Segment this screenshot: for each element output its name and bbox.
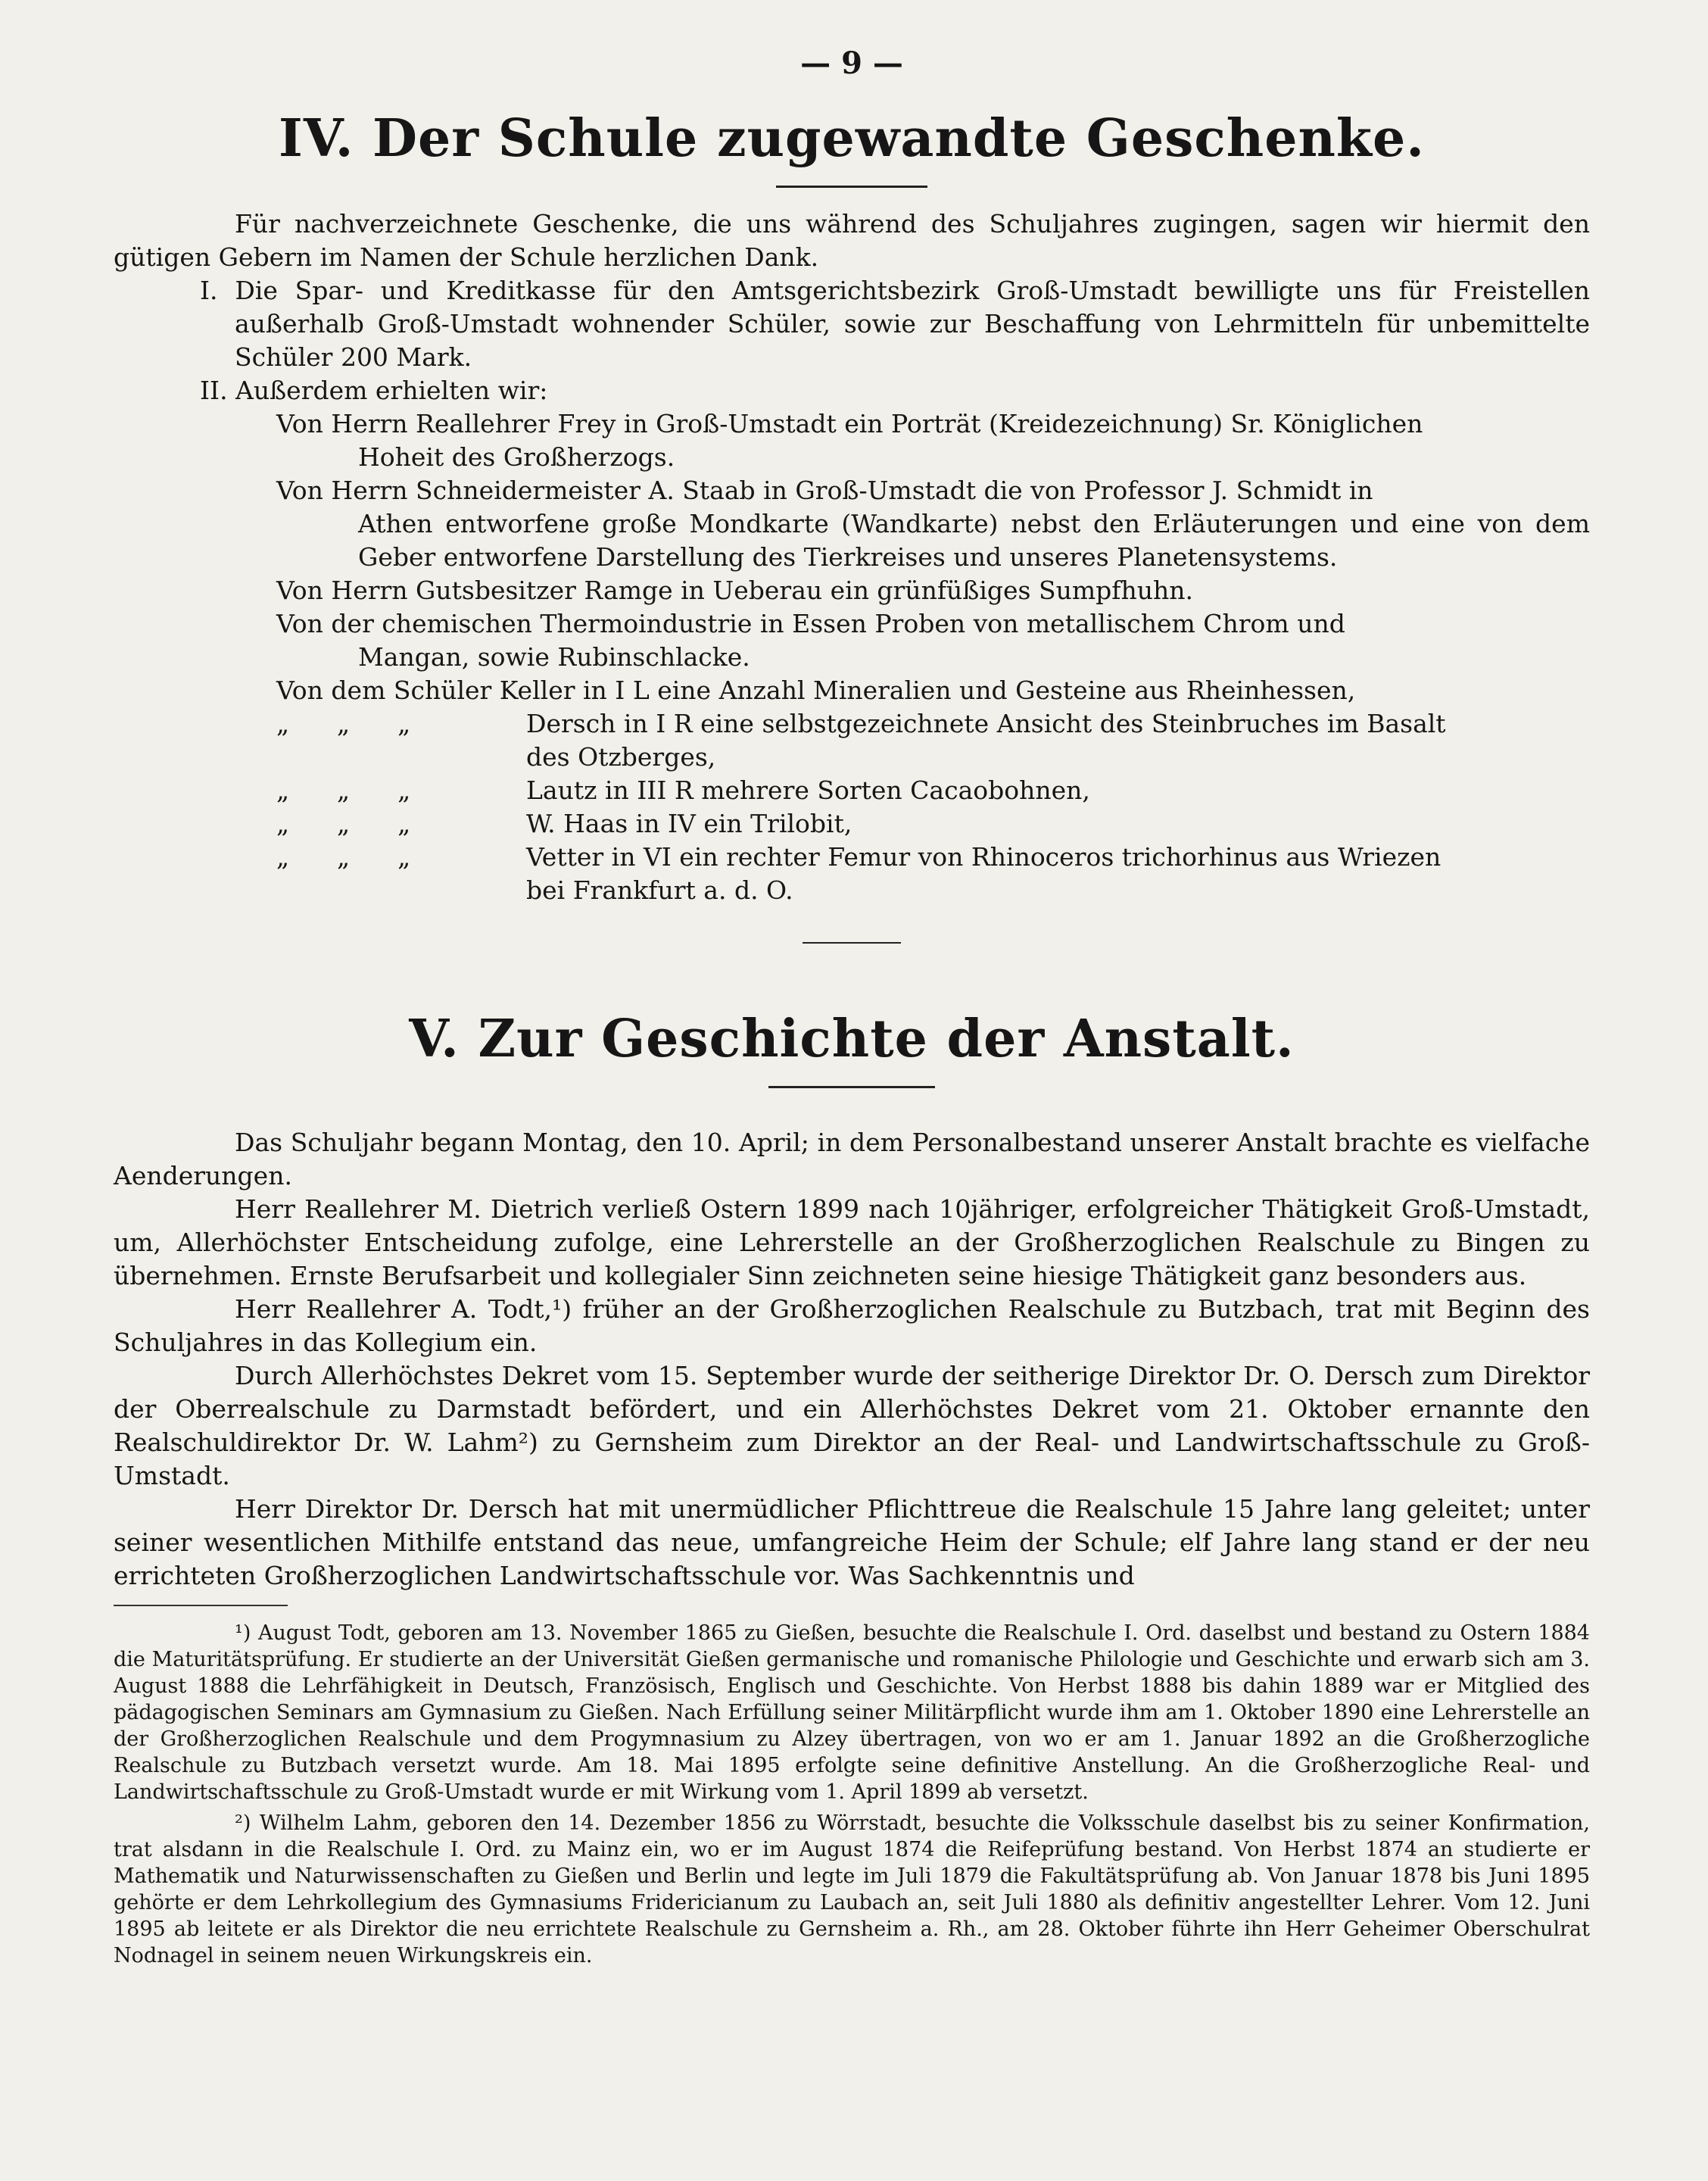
history-paragraph: Herr Direktor Dr. Dersch hat mit unermüdlicher Pflichttreue die Realschule 15 Jahre lang geleitet; unter seiner wesentlichen Mithilfe entstand das neue, umfangreiche Heim der Schule; elf Jahre lang stand er der neu errichteten Großherzoglichen Landwirtschaftsschule vor. Was Sachkenntnis und: [114, 1494, 1590, 1590]
section-title-history: V. Zur Geschichte der Anstalt.: [409, 1009, 1295, 1069]
footnote-rule: [114, 1605, 288, 1606]
gift-entry: des Otzberges,: [526, 742, 716, 772]
footnote-lahm: ²) Wilhelm Lahm, geboren den 14. Dezember 1856 zu Wörrstadt, besuchte die Volksschule daselbst bis zu seiner Konfirmation, trat alsdann in die Realschule I. Ord. zu Mainz ein, wo er im August 1874 die Reifeprüfung bestand. Von Herbst 1874 an studierte er Mathematik und Naturwissenschaften zu Gießen und Berlin und legte im Juli 1879 die Fakultätsprüfung ab. Von Januar 1878 bis Juni 1895 gehörte er dem Lehrkollegium des Gymnasiums Fridericianum zu Laubach an, seit Juli 1880 als definitiv angestellter Lehrer. Vom 12. Juni 1895 ab leitete er als Direktor die neu errichtete Realschule zu Gernsheim a. Rh., am 28. Oktober führte ihn Herr Geheimer Oberschulrat Nodnagel in seinem neuen Wirkungskreis ein.: [114, 1811, 1590, 1967]
section-gifts: [114, 108, 1590, 944]
ditto-entry: [276, 774, 1590, 807]
gift-entry: Von der chemischen Thermoindustrie in Essen Proben von metallischem Chrom und: [276, 609, 1345, 638]
section-history: [114, 1009, 1590, 1593]
section-divider: [803, 942, 901, 944]
ditto-entry: [276, 707, 1590, 741]
ditto-marks: „ „ „: [276, 775, 411, 805]
gift-entry: Von Herrn Gutsbesitzer Ramge in Ueberau ein grünfüßiges Sumpfhuhn.: [276, 576, 1193, 605]
ditto-entry: [276, 807, 1590, 841]
gift-entry: Vetter in VI ein rechter Femur von Rhinoceros trichorhinus aus Wriezen: [526, 842, 1442, 872]
gift-entry: bei Frankfurt a. d. O.: [526, 875, 793, 905]
history-paragraph: Das Schuljahr begann Montag, den 10. April; in dem Personalbestand unserer Anstalt brachte es vielfache Aenderungen.: [114, 1128, 1590, 1190]
gift-entry: Lautz in III R mehrere Sorten Cacaobohnen,: [526, 775, 1090, 805]
history-paragraph: Herr Reallehrer A. Todt,¹) früher an der Großherzoglichen Realschule zu Butzbach, trat mit Beginn des Schuljahres in das Kollegium ein.: [114, 1294, 1590, 1357]
gift-entry: Athen entworfene große Mondkarte (Wandkarte) nebst den Erläuterungen und eine von dem Geber entworfene Darstellung des Tierkreises und unseres Planetensystems.: [358, 509, 1590, 572]
gift-list: [114, 407, 1590, 907]
page-number: — 9 —: [800, 45, 903, 81]
ditto-marks: „ „ „: [276, 809, 411, 838]
title-rule: [768, 1086, 935, 1088]
gift-entry: Hoheit des Großherzogs.: [358, 442, 675, 472]
gift-entry: W. Haas in IV ein Trilobit,: [526, 809, 852, 838]
footnotes: [114, 1620, 1590, 1969]
gift-entry: Von dem Schüler Keller in I L eine Anzahl Mineralien und Gesteine aus Rheinhessen,: [276, 676, 1356, 705]
gift-entry: Von Herrn Reallehrer Frey in Groß-Umstadt ein Porträt (Kreidezeichnung) Sr. Königlichen: [276, 409, 1423, 438]
gift-item-2: II. Außerdem erhielten wir:: [200, 376, 548, 405]
section-title-gifts: IV. Der Schule zugewandte Geschenke.: [279, 108, 1425, 169]
ditto-marks: „ „ „: [276, 842, 411, 872]
footnote-todt: ¹) August Todt, geboren am 13. November 1865 zu Gießen, besuchte die Realschule I. Ord. daselbst und bestand zu Ostern 1884 die Maturitätsprüfung. Er studierte an der Universität Gießen germanische und romanische Philologie und Geschichte und erwarb sich am 3. August 1888 die Lehrfähigkeit in Deutsch, Französisch, Englisch und Geschichte. Von Herbst 1888 bis dahin 1889 war er Mitglied des pädagogischen Seminars am Gymnasium zu Gießen. Nach Erfüllung seiner Militärpflicht wurde ihm am 1. Oktober 1890 eine Lehrerstelle an der Großherzoglichen Realschule und dem Progymnasium zu Alzey übertragen, von wo er am 1. Januar 1892 an die Großherzogliche Realschule zu Butzbach versetzt wurde. Am 18. Mai 1895 erfolgte seine definitive Anstellung. An die Großherzogliche Real- und Landwirtschaftsschule zu Groß-Umstadt wurde er mit Wirkung vom 1. April 1899 ab versetzt.: [114, 1621, 1590, 1804]
gift-item-1: I. Die Spar- und Kreditkasse für den Amtsgerichtsbezirk Groß-Umstadt bewilligte uns für Freistellen außerhalb Groß-Umstadt wohnender Schüler, sowie zur Beschaffung von Lehrmitteln für unbemittelte Schüler 200 Mark.: [200, 276, 1590, 372]
history-paragraph: Durch Allerhöchstes Dekret vom 15. September wurde der seitherige Direktor Dr. O. Dersch zum Direktor der Oberrealschule zu Darmstadt befördert, und ein Allerhöchstes Dekret vom 21. Oktober ernannte den Realschuldirektor Dr. W. Lahm²) zu Gernsheim zum Direktor an der Real- und Landwirtschaftsschule zu Groß-Umstadt.: [114, 1361, 1590, 1490]
title-rule: [776, 186, 927, 188]
ditto-entry: [276, 841, 1590, 874]
history-paragraph: Herr Reallehrer M. Dietrich verließ Ostern 1899 nach 10jähriger, erfolgreicher Thätigkeit Groß-Umstadt, um, Allerhöchster Entscheidung zufolge, eine Lehrerstelle an der Großherzoglichen Realschule zu Bingen zu übernehmen. Ernste Berufsarbeit und kollegialer Sinn zeichneten seine hiesige Thätigkeit ganz besonders aus.: [114, 1194, 1590, 1290]
gift-entry: Mangan, sowie Rubinschlacke.: [358, 642, 750, 672]
document-page: [114, 45, 1590, 1974]
gifts-intro: Für nachverzeichnete Geschenke, die uns während des Schuljahres zugingen, sagen wir hiermit den gütigen Gebern im Namen der Schule herzlichen Dank.: [114, 209, 1590, 272]
ditto-marks: „ „ „: [276, 709, 411, 738]
gift-entry: Dersch in I R eine selbstgezeichnete Ansicht des Steinbruches im Basalt: [526, 709, 1446, 738]
gift-entry: Von Herrn Schneidermeister A. Staab in Groß-Umstadt die von Professor J. Schmidt in: [276, 476, 1373, 505]
